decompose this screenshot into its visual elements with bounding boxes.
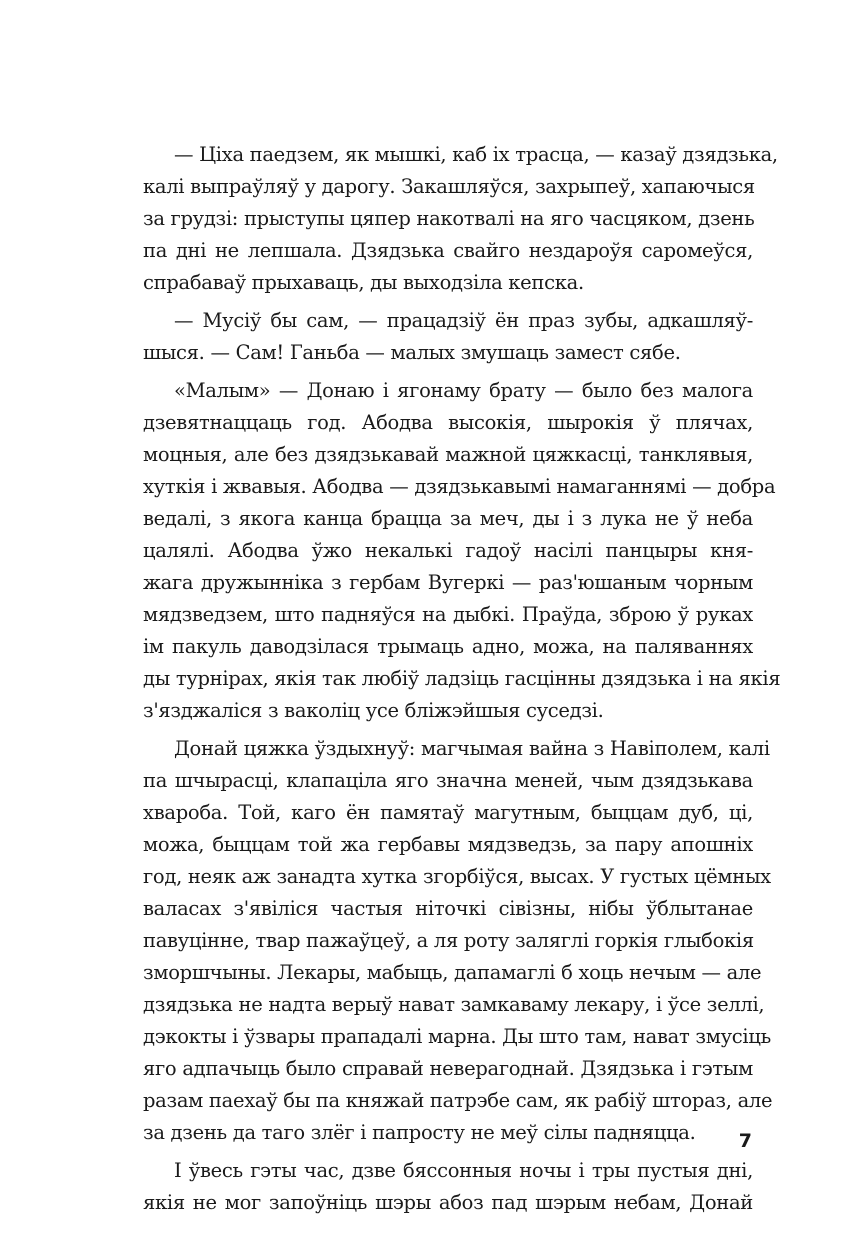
text-line: яго адпачыць было справай неверагоднай. Дзядзька і гэтым: [143, 1057, 753, 1080]
text-line: ім пакуль даводзілася трымаць адно, можа, на паляваннях: [143, 635, 753, 658]
text-line: можа, быццам той жа гербавы мядзведзь, за пару апошніх: [143, 833, 753, 856]
paragraph: [143, 375, 781, 727]
text-line: валасах з'явіліся частыя ніточкі сівізны, нібы ўблытанае: [143, 897, 753, 920]
text-line: якія не мог запоўніць шэры абоз пад шэрым небам, Донай: [143, 1191, 753, 1214]
text-line: па шчырасці, клапаціла яго значна меней, чым дзядзькава: [143, 769, 753, 792]
text-line: жага дружынніка з гербам Вугеркі — раз'юшаным чорным: [143, 571, 753, 594]
text-line: калі выпраўляў у дарогу. Закашляўся, захрыпеў, хапаючыся: [143, 175, 755, 198]
paragraph: [143, 305, 753, 369]
text-line: за грудзі: прыступы цяпер накотвалі на яго часцяком, дзень: [143, 207, 755, 230]
text-line: спрабаваў прыхаваць, ды выходзіла кепска.: [143, 271, 584, 294]
text-line: за дзень да таго злёг і папросту не меў сілы падняцца.: [143, 1121, 696, 1144]
text-line: хуткія і жвавыя. Абодва — дзядзькавымі намаганнямі — добра: [143, 475, 776, 498]
text-line: І ўвесь гэты час, дзве бяссонныя ночы і тры пустыя дні,: [174, 1159, 753, 1182]
text-line: па дні не лепшала. Дзядзька свайго нездароўя саромеўся,: [143, 239, 753, 262]
text-line: мядзведзем, што падняўся на дыбкі. Праўда, зброю ў руках: [143, 603, 753, 626]
text-line: ды турнірах, якія так любіў ладзіць гасцінны дзядзька і на якія: [143, 667, 781, 690]
paragraph: [143, 139, 778, 299]
paragraph: [143, 1155, 753, 1219]
text-line: — Ціха паедзем, як мышкі, каб іх трасца, — казаў дзядзька,: [174, 143, 778, 166]
paragraph: [143, 733, 773, 1149]
text-line: разам паехаў бы па княжай патрэбе сам, як рабіў штораз, але: [143, 1089, 773, 1112]
text-line: «Малым» — Донаю і ягонаму брату — было без малога: [174, 379, 753, 402]
text-line: цалялі. Абодва ўжо некалькі гадоў насілі панцыры кня-: [143, 539, 753, 562]
text-line: дэкокты і ўзвары прападалі марна. Ды што там, нават змусіць: [143, 1025, 771, 1048]
text-line: з'язджаліся з ваколіц усе бліжэйшыя суседзі.: [143, 699, 604, 722]
text-line: Донай цяжка ўздыхнуў: магчымая вайна з Навіполем, калі: [174, 737, 770, 760]
text-line: ведалі, з якога канца брацца за меч, ды і з лука не ў неба: [143, 507, 753, 530]
text-line: зморшчыны. Лекары, мабыць, дапамаглі б хоць нечым — але: [143, 961, 762, 984]
body-text: [143, 139, 781, 1219]
text-line: моцныя, але без дзядзькавай мажной цяжкасці, танклявыя,: [143, 443, 753, 466]
text-line: дзевятнаццаць год. Абодва высокія, шырокія ў плячах,: [143, 411, 753, 434]
text-line: год, неяк аж занадта хутка згорбіўся, высах. У густых цёмных: [143, 865, 771, 888]
page-number: 7: [738, 1130, 752, 1152]
text-line: — Мусіў бы сам, — працадзіў ён праз зубы, адкашляў-: [174, 309, 753, 332]
text-line: хвароба. Той, каго ён памятаў магутным, быццам дуб, ці,: [143, 801, 753, 824]
text-line: павуцінне, твар пажаўцеў, а ля роту заляглі горкія глыбокія: [143, 929, 754, 952]
text-line: шыся. — Сам! Ганьба — малых змушаць замест сябе.: [143, 341, 681, 364]
text-line: дзядзька не надта верыў нават замкаваму лекару, і ўсе зеллі,: [143, 993, 765, 1016]
